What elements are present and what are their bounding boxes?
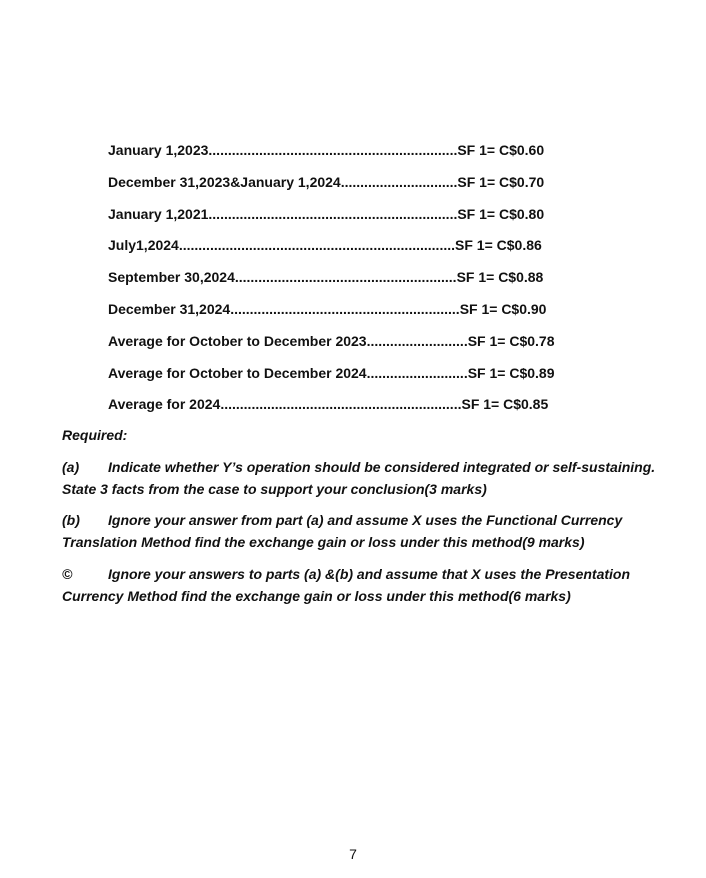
question-b bbox=[62, 510, 662, 553]
question-text: Ignore your answer from part (a) and assume X uses the Functional Currency Translation Method find the exchange gain or loss under this method(9 marks) bbox=[62, 512, 623, 550]
rate-row: Average for October to December 2023..........................SF 1= C$0.78 bbox=[108, 332, 555, 349]
rate-row: Average for 2024..............................................................SF 1= C$0.85 bbox=[108, 396, 549, 413]
question-label: © bbox=[62, 566, 73, 582]
rate-row: December 31,2024...........................................................SF 1= C$0.90 bbox=[108, 300, 547, 317]
question-c bbox=[62, 564, 662, 607]
rate-row: July1,2024.......................................................................SF 1= C$0.86 bbox=[108, 237, 542, 254]
page-number: 7 bbox=[349, 846, 357, 862]
rate-row: September 30,2024.........................................................SF 1= C$0.88 bbox=[108, 269, 544, 286]
question-text: Ignore your answers to parts (a) &(b) and assume that X uses the Presentation Currency Method find the exchange gain or loss under this method(6 marks) bbox=[62, 566, 631, 604]
question-text: Indicate whether Y’s operation should be considered integrated or self-sustaining. State 3 facts from the case to support your conclusion(3 marks) bbox=[62, 459, 656, 497]
question-label: (b) bbox=[62, 512, 80, 528]
rate-row: January 1,2023................................................................SF 1= C$0.60 bbox=[108, 142, 545, 158]
exchange-rate-list bbox=[108, 141, 588, 427]
question-label: (a) bbox=[62, 459, 80, 475]
rate-row: December 31,2023&January 1,2024..............................SF 1= C$0.70 bbox=[108, 173, 545, 190]
rate-row: Average for October to December 2024..........................SF 1= C$0.89 bbox=[108, 364, 555, 381]
required-heading: Required: bbox=[62, 427, 128, 443]
question-a bbox=[62, 457, 662, 500]
rate-row: January 1,2021................................................................SF 1= C$0.80 bbox=[108, 205, 545, 222]
